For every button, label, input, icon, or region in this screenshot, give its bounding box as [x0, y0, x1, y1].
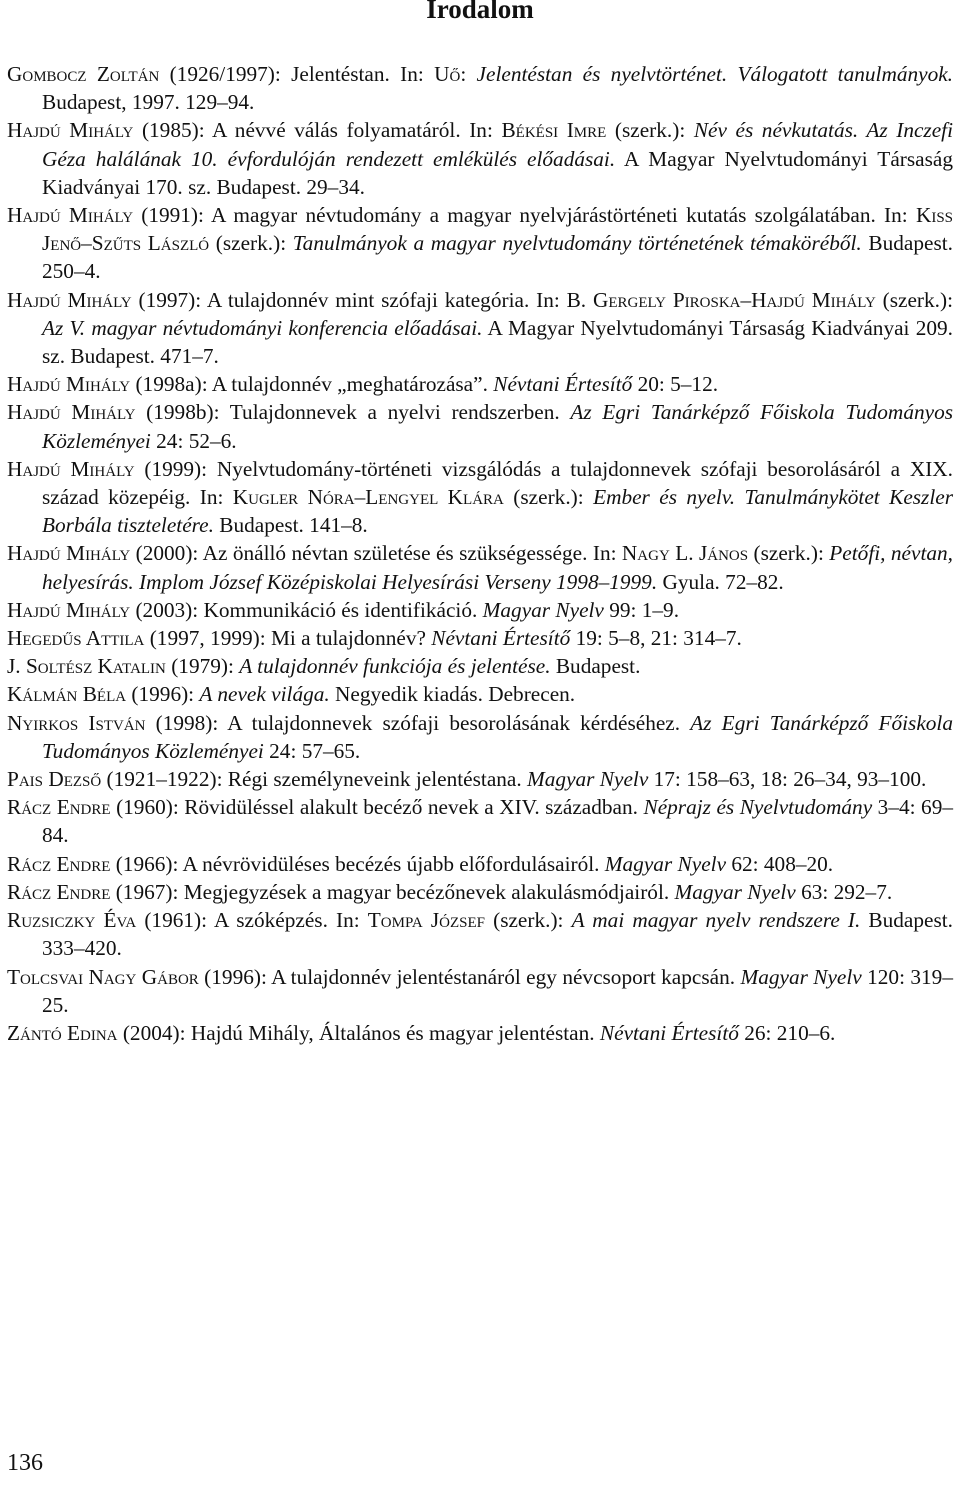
- reference-text: (2004): Hajdú Mihály, Általános és magyar jelentéstan.: [117, 1020, 600, 1045]
- reference-author-name: Kugler Nóra–Lengyel Klára: [232, 485, 504, 510]
- reference-work-title: Petőfi, névtan, helyesírás. Implom József Középiskolai Helyesírási Verseny 1998–1999.: [42, 541, 953, 594]
- reference-text: 63: 292–7.: [795, 879, 893, 904]
- reference-entry: [7, 878, 953, 906]
- reference-text: Negyedik kiadás. Debrecen.: [329, 682, 576, 707]
- reference-entry: [7, 539, 953, 595]
- reference-work-title: Névtani Értesítő: [599, 1020, 739, 1045]
- reference-text: 120: 319–25.: [42, 964, 953, 1017]
- reference-work-title: Néprajz és Nyelvtudomány: [643, 795, 873, 820]
- reference-entry: [7, 398, 953, 454]
- reference-author-name: Hajdú Mihály: [7, 597, 131, 622]
- reference-text: (1921–1922): Régi személyneveink jelentéstana.: [101, 767, 528, 792]
- reference-entry: [7, 286, 953, 371]
- reference-author-name: Hajdú Mihály: [7, 456, 135, 481]
- reference-text: (1997, 1999): Mi a tulajdonnév?: [144, 626, 432, 651]
- reference-author-name: Hajdú Mihály: [7, 287, 132, 312]
- reference-entry: [7, 455, 953, 540]
- reference-work-title: Az V. magyar névtudományi konferencia előadásai.: [42, 315, 483, 340]
- reference-entry: [7, 680, 953, 708]
- reference-text: (1991): A magyar névtudomány a magyar nyelvjárástörténeti kutatás szolgálatában. In:: [133, 203, 916, 228]
- reference-entry: [7, 906, 953, 962]
- reference-author-name: Soltész Katalin: [25, 654, 166, 679]
- reference-text: A Magyar Nyelvtudományi Társaság Kiadványai 209. sz. Budapest. 471–7.: [42, 315, 953, 369]
- reference-author-name: Rácz Endre: [7, 879, 111, 904]
- reference-text: (2000): Az önálló névtan születése és szükségessége. In:: [130, 541, 622, 566]
- reference-work-title: Magyar Nyelv: [674, 879, 796, 904]
- reference-author-name: Kálmán Béla: [7, 682, 127, 707]
- reference-text: 3–4: 69–84.: [42, 795, 953, 848]
- reference-entry: [7, 201, 953, 286]
- reference-author-name: Tolcsvai Nagy Gábor: [7, 964, 199, 989]
- reference-text: (1926/1997): Jelentéstan. In:: [159, 62, 435, 86]
- reference-author-name: Rácz Endre: [7, 795, 111, 820]
- reference-author-name: Békési Imre: [501, 118, 607, 143]
- reference-text: (1961): A szóképzés. In:: [136, 908, 368, 933]
- reference-author-name: Hajdú Mihály: [7, 372, 131, 397]
- reference-text: 24: 57–65.: [263, 738, 361, 763]
- reference-work-title: Névtani Értesítő: [493, 372, 633, 397]
- reference-text: (1996): A tulajdonnév jelentéstanáról egy névcsoport kapcsán.: [198, 964, 741, 989]
- reference-text: (1966): A névrövidüléses becézés újabb előfordulásairól.: [110, 851, 605, 876]
- reference-text: (szerk.):: [503, 485, 594, 510]
- reference-text: 26: 210–6.: [738, 1020, 836, 1045]
- reference-author-name: Nagy L. János: [621, 541, 749, 566]
- reference-text: (szerk.):: [485, 908, 572, 933]
- reference-text: 24: 52–6.: [150, 428, 237, 453]
- reference-author-name: Uő: [434, 62, 461, 86]
- reference-text: (szerk.):: [748, 541, 830, 566]
- reference-entry: [7, 793, 953, 849]
- reference-work-title: A nevek világa.: [199, 682, 330, 707]
- reference-text: (1979):: [165, 654, 240, 679]
- reference-text: Budapest, 1997. 129–94.: [42, 90, 255, 115]
- reference-author-name: Zántó Edina: [7, 1020, 118, 1045]
- reference-work-title: Magyar Nyelv: [527, 767, 649, 792]
- reference-text: Budapest. 333–420.: [42, 908, 953, 961]
- reference-entry: [7, 116, 953, 201]
- reference-author-name: Hajdú Mihály: [7, 541, 131, 566]
- reference-work-title: Név és névkutatás. Az Inczefi Géza halálának 10. évfordulóján rendezett emlékülés előadásai.: [42, 118, 954, 171]
- reference-text: (1999): Nyelvtudomány-történeti vizsgálódás a tulajdonnevek szófaji besorolásáról a XIX. század közepéig. In:: [42, 456, 953, 510]
- reference-text: (1998): A tulajdonnevek szófaji besorolásának kérdéséhez.: [145, 710, 691, 735]
- reference-text: 17: 158–63, 18: 26–34, 93–100.: [648, 767, 927, 792]
- reference-text: (1967): Megjegyzések a magyar becézőnevek alakulásmódjairól.: [110, 879, 675, 904]
- reference-work-title: Ember és nyelv. Tanulmánykötet Keszler Borbála tiszteletére.: [42, 485, 954, 538]
- reference-entry: [7, 596, 953, 624]
- reference-text: J.: [7, 654, 26, 679]
- reference-work-title: Az Egri Tanárképző Főiskola Tudományos Közleményei: [42, 400, 954, 453]
- reference-text: 62: 408–20.: [726, 851, 834, 876]
- reference-entry: [7, 370, 953, 398]
- reference-text: :: [460, 62, 477, 86]
- reference-entry: [7, 624, 953, 652]
- reference-work-title: Tanulmányok a magyar nyelvtudomány történetének témaköréből.: [292, 231, 862, 256]
- reference-text: (1996):: [126, 682, 200, 707]
- reference-text: (2003): Kommunikáció és identifikáció.: [130, 597, 483, 622]
- reference-author-name: Hajdú Mihály: [7, 400, 136, 425]
- reference-author-name: Pais Dezső: [7, 767, 102, 792]
- reference-work-title: A mai magyar nyelv rendszere I.: [571, 908, 861, 933]
- reference-text: (szerk.):: [209, 231, 293, 256]
- reference-entry: [7, 850, 953, 878]
- reference-author-name: Hajdú Mihály: [7, 118, 134, 143]
- reference-author-name: Gombocz Zoltán: [7, 62, 160, 86]
- reference-author-name: Hegedűs Attila: [7, 626, 145, 651]
- reference-text: A Magyar Nyelvtudományi Társaság Kiadványai 170. sz. Budapest. 29–34.: [42, 146, 953, 199]
- page-title: Irodalom: [426, 0, 534, 24]
- reference-work-title: Jelentéstan és nyelvtörténet. Válogatott tanulmányok.: [476, 62, 953, 86]
- reference-text: Budapest. 250–4.: [42, 231, 953, 284]
- reference-entry: [7, 652, 953, 680]
- reference-author-name: Tompa József: [367, 908, 485, 933]
- reference-entry: [7, 60, 953, 116]
- reference-text: 99: 1–9.: [603, 597, 680, 622]
- reference-list: [7, 60, 953, 1047]
- reference-work-title: Az Egri Tanárképző Főiskola Tudományos Közleményei: [42, 710, 953, 763]
- reference-author-name: Hajdú Mihály: [7, 203, 134, 228]
- reference-entry: [7, 765, 953, 793]
- reference-work-title: Magyar Nyelv: [482, 597, 604, 622]
- reference-text: (1985): A névvé válás folyamatáról. In:: [133, 118, 502, 143]
- reference-text: (szerk.):: [606, 118, 694, 143]
- reference-text: (1997): A tulajdonnév mint szófaji kategória. In: B.: [131, 287, 593, 312]
- reference-entry: [7, 963, 953, 1019]
- reference-text: Gyula. 72–82.: [657, 569, 784, 594]
- page-number: 136: [7, 1450, 43, 1476]
- reference-author-name: Gergely Piroska–Hajdú Mihály: [592, 287, 876, 312]
- reference-text: Budapest. 141–8.: [213, 513, 368, 538]
- reference-author-name: Ruzsiczky Éva: [7, 908, 137, 933]
- reference-text: (1998b): Tulajdonnevek a nyelvi rendszerben.: [135, 400, 571, 425]
- reference-work-title: Magyar Nyelv: [604, 851, 727, 876]
- reference-author-name: Kiss Jenő–Szűts László: [42, 203, 953, 256]
- reference-text: 20: 5–12.: [632, 372, 719, 397]
- reference-work-title: Névtani Értesítő: [431, 626, 571, 651]
- reference-author-name: Nyirkos István: [7, 710, 146, 735]
- reference-author-name: Rácz Endre: [7, 851, 111, 876]
- reference-text: 19: 5–8, 21: 314–7.: [570, 626, 742, 651]
- reference-text: (szerk.):: [875, 287, 953, 312]
- reference-work-title: A tulajdonnév funkciója és jelentése.: [239, 654, 551, 679]
- reference-text: (1960): Rövidüléssel alakult becéző nevek a XIV. században.: [110, 795, 644, 820]
- reference-entry: [7, 709, 953, 765]
- reference-work-title: Magyar Nyelv: [740, 964, 862, 989]
- reference-text: Budapest.: [550, 654, 641, 679]
- reference-text: (1998a): A tulajdonnév „meghatározása”.: [130, 372, 494, 397]
- reference-entry: [7, 1019, 953, 1047]
